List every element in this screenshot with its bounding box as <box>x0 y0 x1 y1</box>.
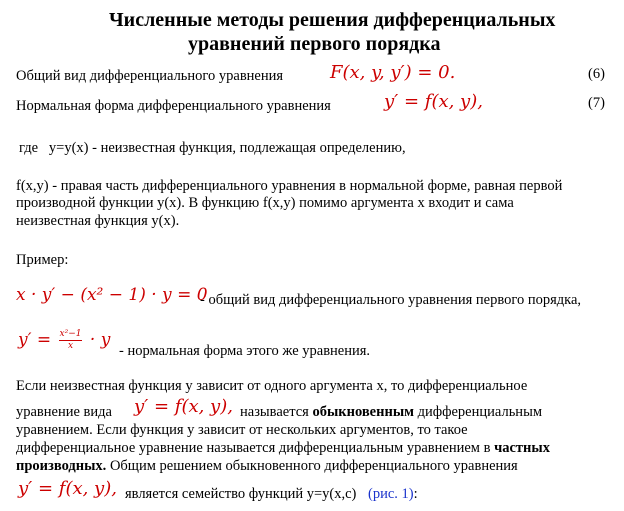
ordinary-term: обыкновенным <box>312 404 415 420</box>
ordinary-line-3: уравнением. Если функция y зависит от нескольких аргументов, то такое <box>16 422 468 438</box>
normal-form-formula: y′ = f(x, y), <box>384 91 483 112</box>
title-line-1: Численные методы решения дифференциальных <box>109 9 556 31</box>
ordinary-line-4-pre: дифференциальное уравнение называется дифференциальным уравнением в <box>16 440 491 456</box>
ordinary-line-5 <box>16 458 518 475</box>
title-line-2: уравнений первого порядка <box>188 33 441 55</box>
example2-lhs: y′ = <box>18 330 52 350</box>
ordinary-line-6-text: является семейство функций y=y(x,c) <box>125 486 357 502</box>
ordinary-line-1: Если неизвестная функция y зависит от одного аргумента x, то дифференциальное <box>16 378 528 394</box>
ordinary-line-2-tail: дифференциальным <box>417 404 542 420</box>
ordinary-line-2-pre: уравнение вида <box>16 404 112 420</box>
example2-fraction <box>59 330 83 351</box>
ordinary-line-2-called: называется <box>240 404 309 420</box>
partial-term-cont: производных. <box>16 458 107 474</box>
example-label: Пример: <box>16 252 69 268</box>
fxy-line-2: производной функции y(x). В функцию f(x,y) помимо аргумента x входит и сама <box>16 195 514 211</box>
ordinary-line-2-formula: y′ = f(x, y), <box>134 396 233 417</box>
equation-number-6: (6) <box>588 66 605 82</box>
where-line: где y=y(x) - неизвестная функция, подлежащая определению, <box>19 140 406 156</box>
normal-form-label: Нормальная форма дифференциального уравнения <box>16 98 331 114</box>
ordinary-line-6-formula: y′ = f(x, y), <box>18 478 117 499</box>
general-form-formula: F(x, y, y′) = 0. <box>330 62 456 83</box>
example2-rhs: · y <box>89 330 111 350</box>
ordinary-line-6 <box>125 486 418 503</box>
ordinary-line-2-post <box>240 404 542 421</box>
fxy-line-3: неизвестная функция y(x). <box>16 213 180 229</box>
ordinary-line-5-post: Общим решением обыкновенного дифференциального уравнения <box>109 458 518 474</box>
partial-term: частных <box>494 440 550 456</box>
fxy-line-1: f(x,y) - правая часть дифференциального уравнения в нормальной форме, равная первой <box>16 178 563 194</box>
example1-formula: x · y′ − (x² − 1) · y = 0 <box>16 285 208 305</box>
figure-1-link[interactable]: (рис. 1) <box>368 486 414 502</box>
example2-formula <box>18 330 110 351</box>
example1-text: - общий вид дифференциального уравнения первого порядка, <box>200 292 582 308</box>
example2-text: - нормальная форма этого же уравнения. <box>119 343 371 359</box>
general-form-label: Общий вид дифференциального уравнения <box>16 68 284 84</box>
ordinary-line-4 <box>16 440 550 457</box>
example2-numerator: x²−1 <box>59 329 82 339</box>
equation-number-7: (7) <box>588 95 605 111</box>
example2-denominator: x <box>67 341 74 351</box>
ordinary-line-6-colon: : <box>413 486 418 502</box>
